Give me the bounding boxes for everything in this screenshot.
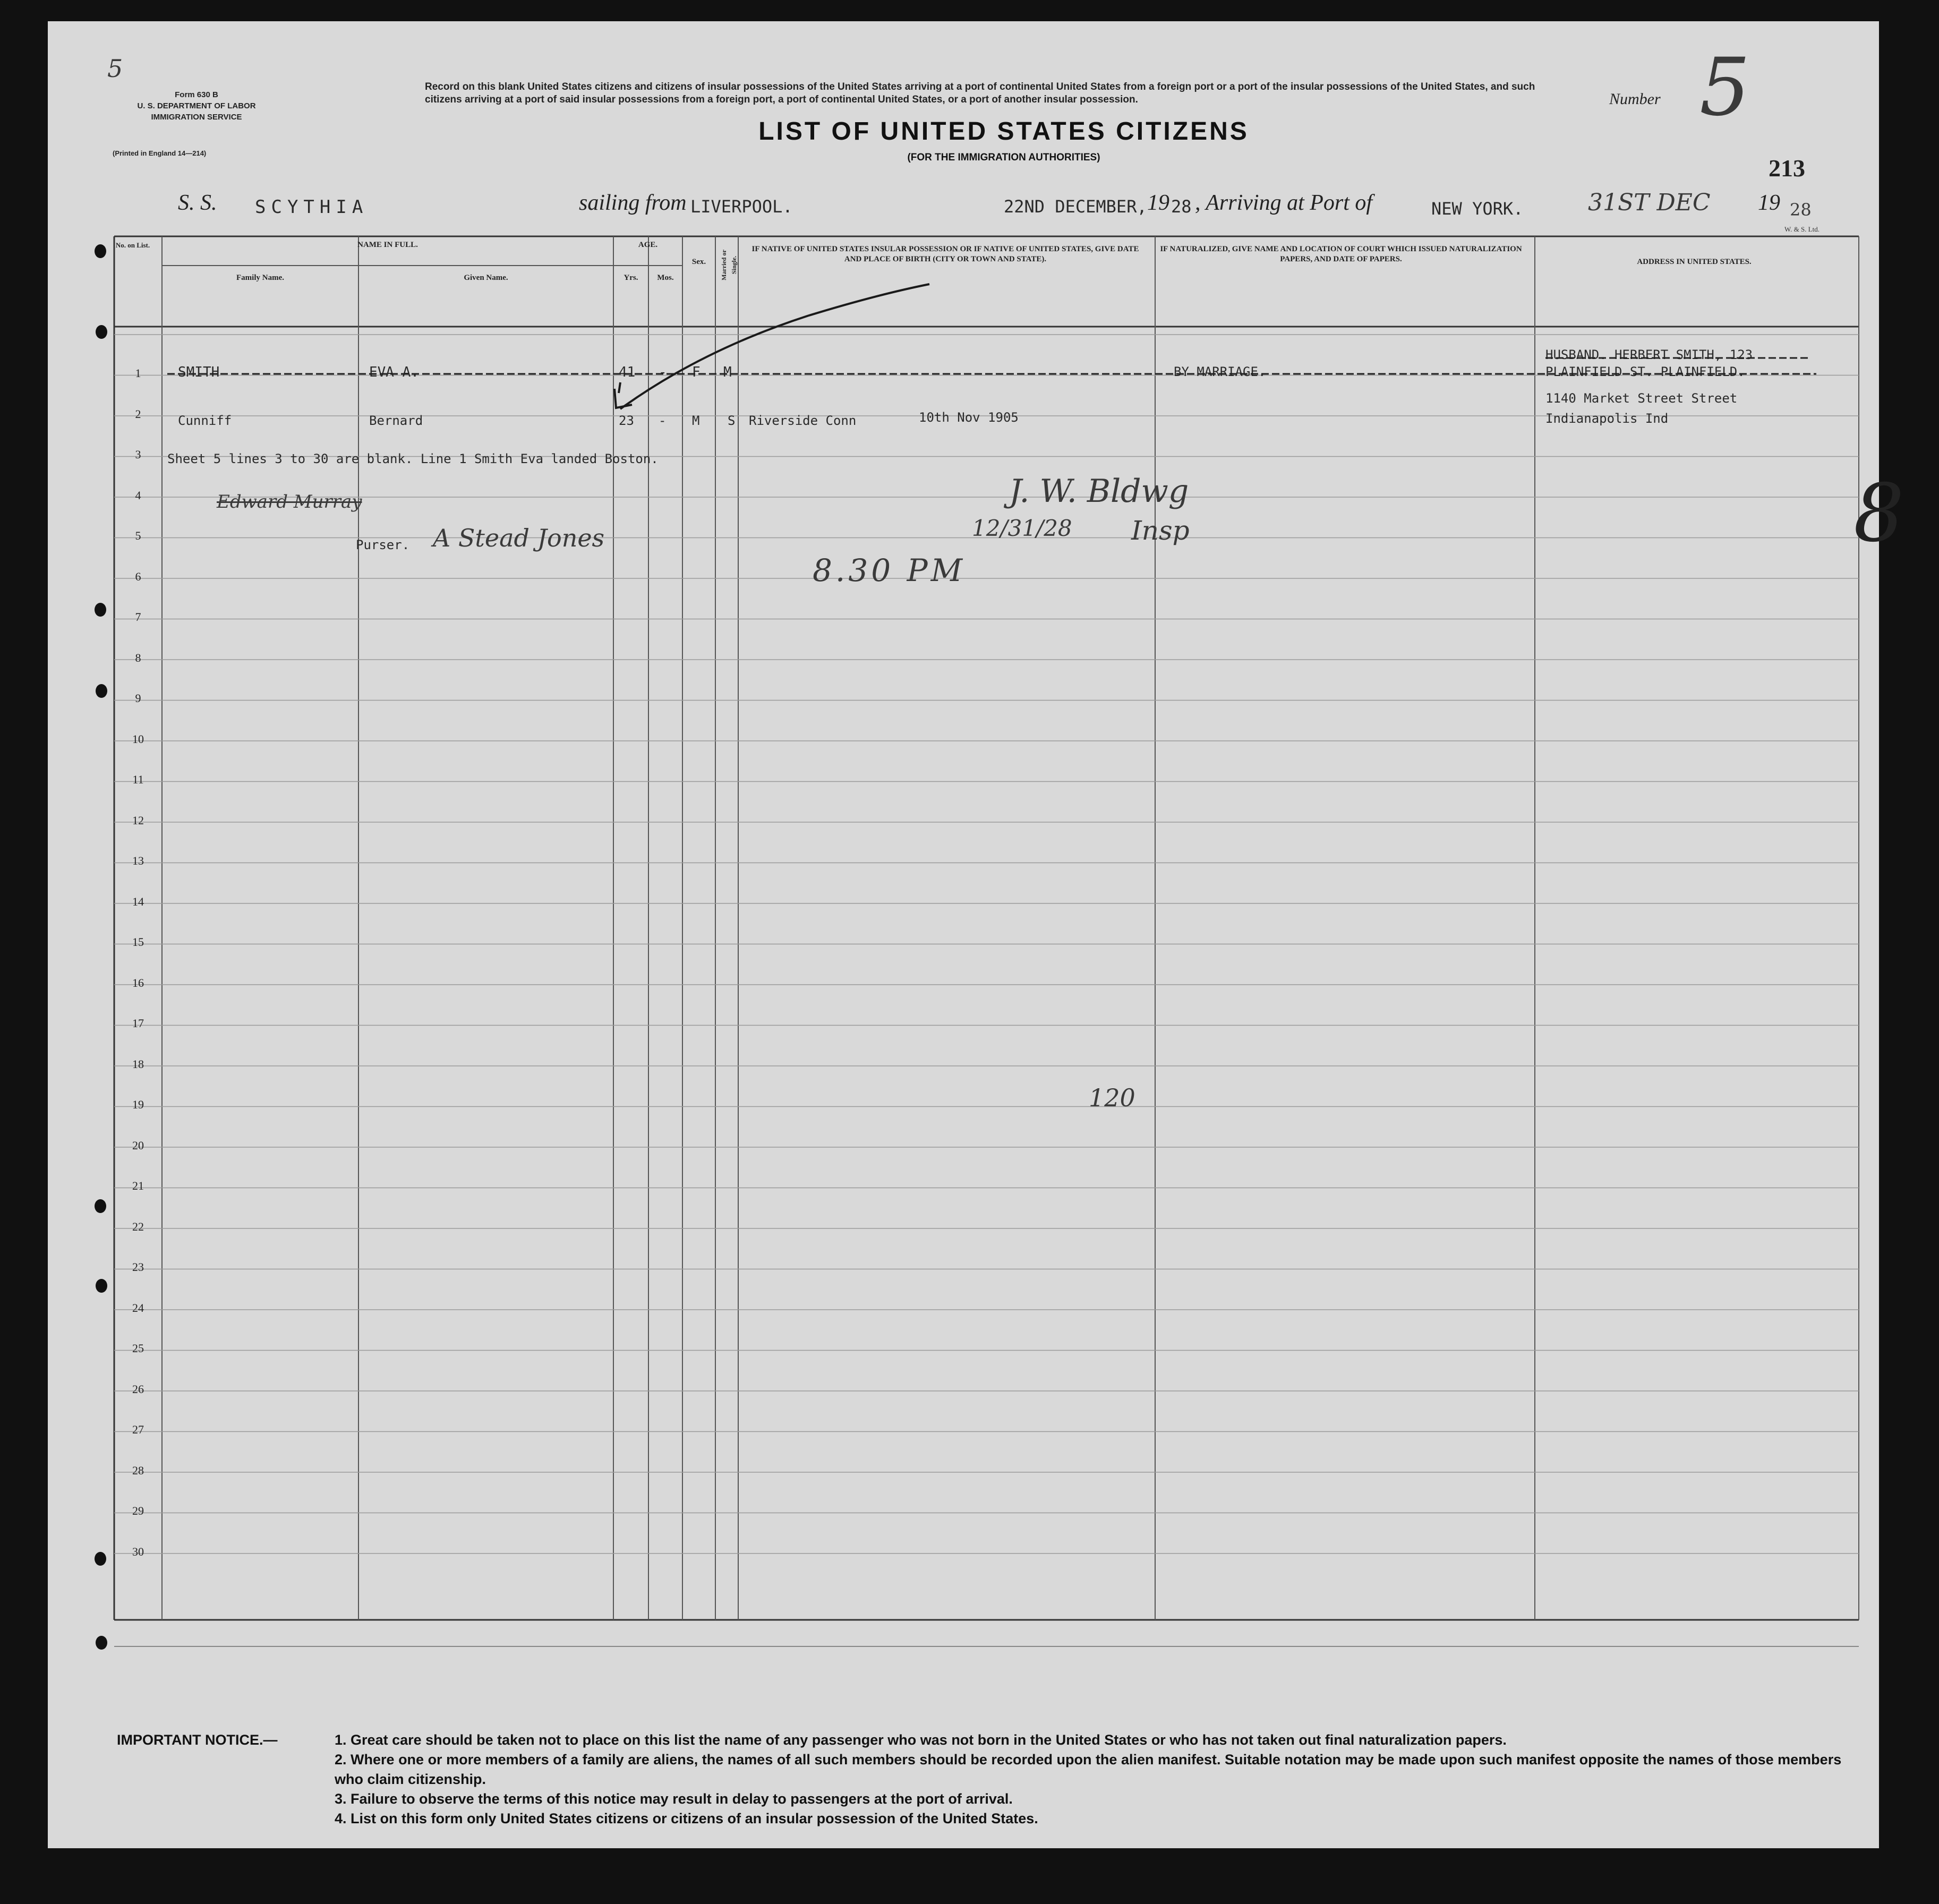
notice-item-4 (335, 1809, 1864, 1829)
line-number: 2 (135, 407, 141, 421)
sailing-label: sailing from (579, 191, 687, 215)
inspector-initials: Insp (1131, 515, 1190, 546)
printer-mark: W. & S. Ltd. (1784, 225, 1820, 233)
page-subtitle: (FOR THE IMMIGRATION AUTHORITIES) (907, 152, 1100, 163)
entry-2-given-name: Bernard (369, 413, 423, 428)
notice-item-2-number: 2. (335, 1752, 347, 1768)
entry-2-age-years: 23 (619, 413, 634, 428)
line-number: 17 (132, 1017, 144, 1030)
entry-1-strikethrough (48, 21, 1879, 1848)
service-name: IMMIGRATION SERVICE (151, 113, 242, 122)
line-number: 10 (132, 732, 144, 746)
binder-hole (96, 325, 107, 339)
arrival-port: NEW YORK. (1431, 199, 1524, 219)
departure-port: LIVERPOOL. (690, 197, 793, 217)
col-age-years: Yrs. (623, 274, 638, 282)
line-number: 15 (132, 935, 144, 949)
line-number: 9 (135, 691, 141, 705)
line-number: 27 (132, 1423, 144, 1436)
line-number: 14 (132, 894, 144, 908)
entry-2-address-line-1: 1140 Market Street Street (1545, 391, 1738, 406)
binder-hole (95, 603, 106, 617)
printed-note: (Printed in England 14—214) (113, 149, 207, 157)
page-stamp: 213 (1769, 155, 1805, 182)
year-prefix-1: 19 (1147, 191, 1169, 215)
col-family-name: Family Name. (236, 274, 284, 282)
entry-2-sex: M (692, 413, 700, 428)
entry-1-naturalization: BY MARRIAGE. (1174, 364, 1266, 379)
line-number: 18 (132, 1057, 144, 1071)
line-number: 21 (132, 1179, 144, 1192)
line-number: 19 (132, 1098, 144, 1111)
year-prefix-2: 19 (1758, 191, 1780, 215)
departure-year: 28 (1171, 197, 1192, 217)
notice-item-3-number: 3. (335, 1791, 347, 1807)
line-number: 16 (132, 976, 144, 989)
form-number: Form 630 B (175, 90, 218, 99)
purser-signature: A Stead Jones (433, 524, 605, 552)
line-number: 23 (132, 1260, 144, 1274)
line-number: 30 (132, 1544, 144, 1558)
entry-1-sex: F (692, 364, 701, 380)
instructions: Record on this blank United States citizens and citizens of insular possessions of the United States arriving at a port of continental United States from a foreign port or a port of the insular possessions of the United States, and such citizens arriving at a port of said insular possessions from a foreign port, a port of continental United States, or a port of another insular possession. (425, 81, 1535, 105)
entry-1-married-single: M (723, 364, 732, 380)
department-name: U. S. DEPARTMENT OF LABOR (137, 101, 256, 110)
notice-list (335, 1730, 1864, 1829)
line-number: 26 (132, 1382, 144, 1396)
binder-hole (95, 244, 106, 258)
notice-item-3 (335, 1789, 1864, 1809)
notice-item-2 (335, 1750, 1864, 1789)
notice-item-1-text: Great care should be taken not to place on this list the name of any passenger who was not born in the United States or who has not taken out final naturalization papers. (351, 1732, 1507, 1748)
arrival-date: 31ST DEC (1588, 189, 1711, 216)
line-number: 7 (135, 610, 141, 624)
line-number: 1 (135, 366, 141, 380)
departure-date: 22ND DECEMBER, (1004, 197, 1147, 217)
line-number: 24 (132, 1301, 144, 1314)
line-number: 25 (132, 1342, 144, 1355)
entry-1-age-months: - (659, 364, 667, 380)
line-number: 8 (135, 651, 141, 664)
col-naturalized: IF NATURALIZED, GIVE NAME AND LOCATION OF COURT WHICH ISSUED NATURALIZATION PAPERS, AND DATE OF PAPERS. (1160, 245, 1522, 263)
notice-heading: IMPORTANT NOTICE.— (117, 1732, 278, 1748)
binder-hole (96, 1279, 107, 1293)
entry-2-address-line-2: Indianapolis Ind (1545, 411, 1669, 426)
col-native-birth: IF NATIVE OF UNITED STATES INSULAR POSSESSION OR IF NATIVE OF UNITED STATES, GIVE DATE AND PLACE OF BIRTH (CITY OR TOWN AND STATE). (751, 245, 1139, 263)
line-number: 29 (132, 1504, 144, 1517)
purser-label: Purser. (356, 537, 410, 552)
entry-2-age-months: - (659, 413, 667, 428)
blank-lines-note: Sheet 5 lines 3 to 30 are blank. Line 1 Smith Eva landed Boston. (167, 451, 659, 466)
entry-1-age-years: 41 (619, 364, 636, 380)
inspector-signature: J. W. Bldwg (1009, 473, 1189, 510)
line-number: 22 (132, 1219, 144, 1233)
notice-item-2-text: Where one or more members of a family are aliens, the names of all such members should be recorded upon the alien manifest. Suitable notation may be made upon such manifest opposite the names of those members who claim citizenship. (335, 1752, 1842, 1787)
line-number: 6 (135, 569, 141, 583)
entry-2-birth-place: Riverside Conn (749, 413, 857, 428)
manifest-sheet (48, 21, 1904, 1848)
line-number: 13 (132, 854, 144, 867)
line-number: 20 (132, 1138, 144, 1152)
entry-1-address-line-2: PLAINFIELD ST. PLAINFIELD. (1545, 364, 1745, 379)
line-number: 4 (135, 488, 141, 502)
arriving-label: , Arriving at Port of (1195, 191, 1373, 215)
col-no: No. on List. (115, 241, 150, 249)
ship-name: SCYTHIA (255, 197, 369, 218)
col-address: ADDRESS IN UNITED STATES. (1637, 258, 1752, 266)
binder-hole (96, 1636, 107, 1650)
entry-2-family-name: Cunniff (178, 413, 232, 428)
notice-item-1-number: 1. (335, 1732, 347, 1748)
col-given-name: Given Name. (464, 274, 508, 282)
notice-item-1 (335, 1730, 1864, 1750)
arrival-year: 28 (1790, 200, 1812, 220)
notice-item-4-number: 4. (335, 1811, 347, 1826)
passenger-count: 120 (1089, 1083, 1135, 1112)
notice-item-4-text: List on this form only United States citizens or citizens of an insular possession of the United States. (351, 1811, 1038, 1826)
crossed-signature: Edward Murray (217, 491, 362, 513)
binder-hole (95, 1199, 106, 1213)
margin-mark: 8 (1853, 467, 1904, 560)
number-label: Number (1609, 90, 1661, 108)
binder-hole (95, 1552, 106, 1566)
entry-2-birth-date: 10th Nov 1905 (919, 410, 1019, 425)
number-value: 5 (1699, 41, 1750, 134)
col-sex: Sex. (691, 258, 706, 266)
line-number: 28 (132, 1463, 144, 1477)
line-number: 12 (132, 813, 144, 827)
entry-1-address-line-1: HUSBAND. HERBERT SMITH, 123 (1545, 347, 1753, 362)
binder-hole (96, 684, 107, 698)
entry-1-family-name: SMITH (178, 364, 220, 380)
notice-item-3-text: Failure to observe the terms of this notice may result in delay to passengers at the port of arrival. (351, 1791, 1013, 1807)
page-title: LIST OF UNITED STATES CITIZENS (758, 117, 1249, 146)
col-married-single: Married or Single. (720, 250, 738, 280)
entry-1-given-name: EVA A. (369, 364, 419, 380)
col-age: AGE. (638, 241, 658, 249)
entry-2-married-single: S (728, 413, 736, 428)
line-number: 5 (135, 529, 141, 542)
line-number: 3 (135, 448, 141, 461)
ss-label: S. S. (178, 191, 217, 215)
line-number: 11 (132, 773, 144, 786)
col-age-months: Mos. (657, 274, 674, 282)
inspector-date: 12/31/28 (972, 515, 1072, 541)
col-name-in-full: NAME IN FULL. (357, 241, 418, 249)
arrival-time: 8.30 PM (813, 552, 966, 588)
corner-mark: 5 (107, 54, 123, 83)
